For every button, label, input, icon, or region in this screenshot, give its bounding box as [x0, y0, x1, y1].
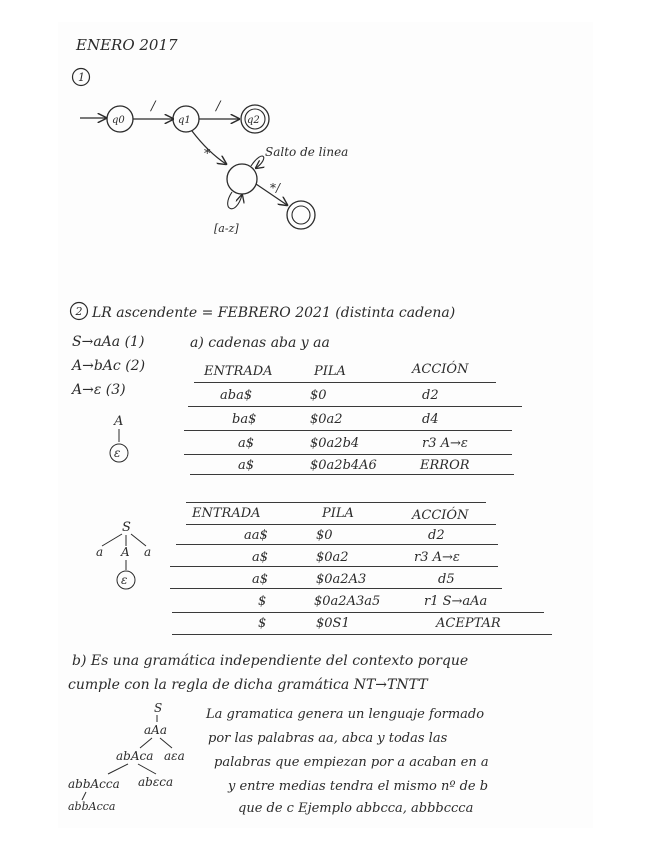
deriv-s: S — [154, 701, 163, 715]
deriv-l2a: abAca — [116, 749, 154, 763]
part-b-text-5: que de c Ejemplo abbcca, abbbccca — [238, 801, 474, 816]
table1-rule — [184, 430, 512, 431]
tree2-leaf: ε — [121, 573, 128, 587]
grammar-rule-1: S→aAa (1) — [72, 334, 145, 350]
table1-row2-entrada: ba$ — [232, 412, 257, 427]
edge-mid-final-label: */ — [270, 181, 281, 195]
deriv-l1: aAa — [144, 723, 167, 737]
state-q2-label: q2 — [247, 115, 260, 126]
table2-row3-pila: $0a2A3 — [316, 572, 367, 587]
self-loop-top-label: Salto de linea — [265, 145, 349, 159]
exam-page — [58, 22, 593, 828]
table2-rule — [172, 612, 544, 613]
table1-header-accion: ACCIÓN — [412, 362, 469, 377]
table2-rule — [170, 566, 498, 567]
table2-row1-accion: d2 — [428, 528, 445, 543]
grammar-rule-2: A→bAc (2) — [72, 358, 146, 374]
parse-tree-1 — [94, 412, 144, 472]
tree2-left: a — [96, 545, 104, 559]
table2-row5-accion: ACEPTAR — [436, 616, 501, 631]
part-b-text-3: palabras que empiezan por a acaban en a — [214, 755, 489, 770]
deriv-l2b: aεa — [164, 749, 185, 763]
table2-header-pila: PILA — [322, 506, 354, 521]
tree1-root: A — [114, 414, 124, 429]
table1-row1-pila: $0 — [310, 388, 327, 403]
exercise-1-number: 1 — [78, 71, 85, 84]
table1-rule — [188, 406, 522, 407]
part-b-text-2: por las palabras aa, abca y todas las — [208, 731, 448, 746]
automaton-diagram — [58, 82, 378, 252]
table1-row2-pila: $0a2 — [310, 412, 343, 427]
table2-rule — [186, 524, 496, 525]
self-loop-bottom — [228, 192, 242, 209]
table2-row2-accion: r3 A→ε — [414, 550, 460, 565]
state-final — [287, 201, 315, 229]
table2-row4-pila: $0a2A3a5 — [314, 594, 381, 609]
part-a-label: a) cadenas aba y aa — [190, 335, 330, 351]
part-b-line-1: b) Es una gramática independiente del contexto porque — [72, 653, 469, 669]
grammar-rule-3: A→ε (3) — [72, 382, 126, 398]
table2-row4-entrada: $ — [258, 594, 267, 609]
parse-table-2 — [166, 500, 556, 640]
deriv-l3b: abεca — [138, 775, 174, 789]
edge-q1-q2-label: / — [216, 99, 221, 114]
table1-row1-accion: d2 — [422, 388, 439, 403]
table1-row4-pila: $0a2b4A6 — [310, 458, 377, 473]
table2-row2-pila: $0a2 — [316, 550, 349, 565]
exercise-2-marker — [68, 300, 92, 324]
edge-q1-mid-label: * — [204, 147, 211, 162]
edge-q0-q1-label: / — [151, 99, 156, 114]
table1-rule — [194, 382, 496, 383]
table1-row2-accion: d4 — [422, 412, 439, 427]
table1-header-pila: PILA — [314, 364, 346, 379]
self-loop-bottom-label: [a-z] — [214, 222, 239, 235]
table1-row3-pila: $0a2b4 — [310, 436, 360, 451]
state-q1-label: q1 — [178, 115, 191, 126]
tree2-root: S — [122, 520, 131, 535]
part-b-line-2: cumple con la regla de dicha gramática NT→TNTT — [68, 677, 428, 693]
table2-top-rule — [186, 502, 486, 503]
part-b-text-1: La gramatica genera un lenguaje formado — [206, 707, 485, 722]
table2-row5-entrada: $ — [258, 616, 267, 631]
tree1-leaf: ε — [114, 446, 121, 460]
tree2-right: a — [144, 545, 152, 559]
table2-row3-accion: d5 — [438, 572, 455, 587]
table2-header-accion: ACCIÓN — [412, 508, 469, 523]
table2-rule — [170, 588, 502, 589]
parse-table-1 — [180, 360, 520, 480]
exercise-2-heading: LR ascendente = FEBRERO 2021 (distinta cadena) — [92, 305, 456, 321]
table2-row3-entrada: a$ — [252, 572, 269, 587]
page-title: ENERO 2017 — [76, 36, 178, 54]
table2-row5-pila: $0S1 — [316, 616, 350, 631]
deriv-l3a: abbAcca — [68, 777, 120, 791]
part-b-text-4: y entre medias tendra el mismo nº de b — [228, 779, 489, 794]
table2-row4-accion: r1 S→aAa — [424, 594, 488, 609]
state-final-inner — [292, 206, 310, 224]
derivation-tree — [64, 698, 214, 828]
table2-row1-entrada: aa$ — [244, 528, 268, 543]
table1-row3-accion: r3 A→ε — [422, 436, 468, 451]
table1-rule — [190, 474, 514, 475]
table2-header-entrada: ENTRADA — [192, 506, 261, 521]
table1-header-entrada: ENTRADA — [204, 364, 273, 379]
table1-row4-accion: ERROR — [420, 458, 470, 473]
state-q0-label: q0 — [112, 115, 125, 126]
self-loop-top — [251, 156, 264, 168]
table1-row4-entrada: a$ — [238, 458, 255, 473]
exercise-2-number: 2 — [75, 305, 83, 318]
table1-rule — [184, 454, 512, 455]
table1-row1-entrada: aba$ — [220, 388, 253, 403]
table2-rule — [172, 634, 552, 635]
table1-row3-entrada: a$ — [238, 436, 255, 451]
table2-row2-entrada: a$ — [252, 550, 269, 565]
table2-rule — [176, 544, 498, 545]
table2-row1-pila: $0 — [316, 528, 333, 543]
deriv-l4: abbAcca — [68, 800, 116, 813]
state-mid — [227, 164, 257, 194]
tree2-mid: A — [121, 545, 130, 559]
parse-tree-2 — [88, 518, 168, 598]
